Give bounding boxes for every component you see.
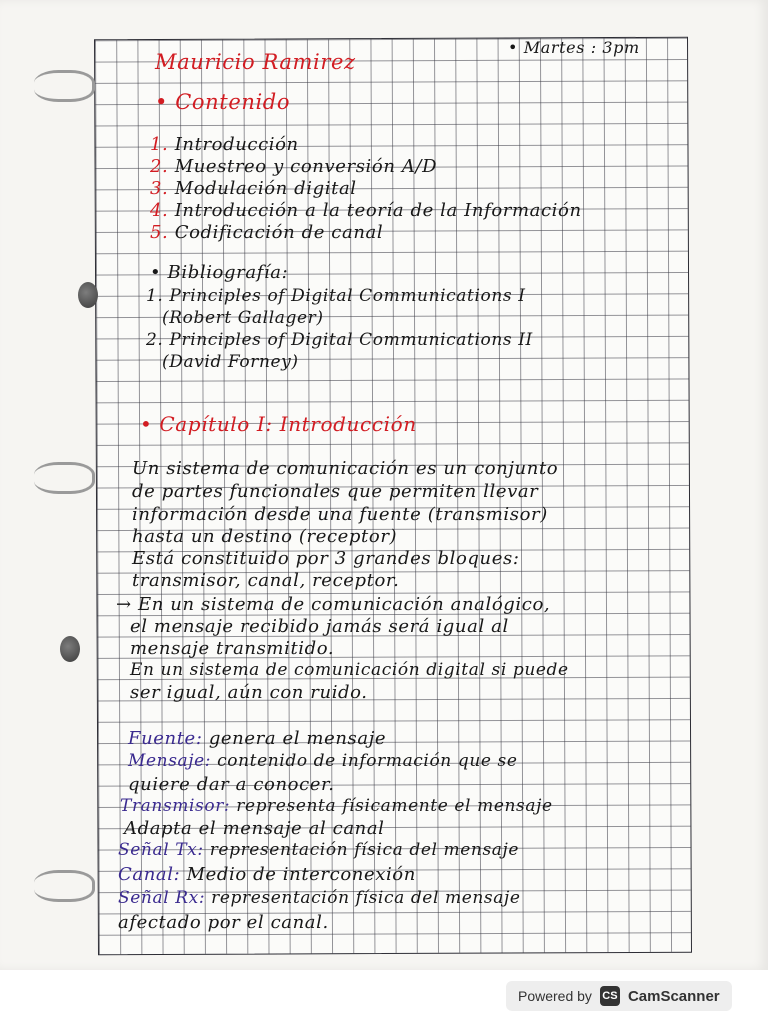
analog-note-line: el mensaje recibido jamás será igual al (130, 616, 509, 637)
definition-line: Señal Tx: representación física del mensaje (118, 840, 520, 860)
arrow-icon: → (116, 594, 132, 615)
contents-heading: • Contenido (155, 90, 291, 114)
definition-line: Canal: Medio de interconexión (118, 864, 416, 885)
contents-item: 2. Muestreo y conversión A/D (150, 156, 438, 177)
paragraph-line: transmisor, canal, receptor. (132, 570, 400, 591)
paragraph-line: Está constituido por 3 grandes bloques: (132, 548, 520, 569)
powered-by-text: Powered by (518, 988, 592, 1004)
analog-note-line: → En un sistema de comunicación analógico, (116, 594, 551, 615)
contents-item: 1. Introducción (150, 134, 299, 155)
digital-note-line: En un sistema de comunicación digital si puede (130, 660, 569, 680)
definition-line: quiere dar a conocer. (128, 774, 335, 795)
contents-item: 4. Introducción a la teoría de la Información (150, 200, 582, 221)
bibliography-author: (Robert Gallager) (162, 308, 324, 328)
camscanner-watermark (506, 981, 732, 1011)
chapter-title: • Capítulo I: Introducción (140, 412, 417, 436)
analog-note-line: mensaje transmitido. (130, 638, 335, 659)
contents-item: 3. Modulación digital (150, 178, 357, 199)
date-note: • Martes : 3pm (508, 38, 640, 57)
definition-line: Transmisor: representa físicamente el mensaje (120, 796, 553, 816)
bibliography-entry: 1. Principles of Digital Communications I (146, 286, 526, 306)
paragraph-line: información desde una fuente (transmisor) (132, 504, 548, 525)
definition-line: Mensaje: contenido de información que se (128, 751, 518, 771)
bibliography-author: (David Forney) (162, 352, 299, 372)
paragraph-line: Un sistema de comunicación es un conjunto (132, 458, 559, 479)
paragraph-line: de partes funcionales que permiten llevar (132, 481, 539, 502)
author-name: Mauricio Ramirez (155, 50, 356, 74)
contents-item: 5. Codificación de canal (150, 222, 384, 243)
bibliography-entry: 2. Principles of Digital Communications II (146, 330, 533, 350)
camscanner-logo-icon: CS (600, 986, 620, 1006)
camscanner-brand: CamScanner (627, 987, 720, 1005)
paragraph-line: hasta un destino (receptor) (132, 526, 398, 547)
definition-line: Adapta el mensaje al canal (124, 818, 385, 839)
definition-line: Fuente: genera el mensaje (128, 728, 387, 749)
definition-line: afectado por el canal. (118, 912, 329, 933)
definition-line: Señal Rx: representación física del mensaje (118, 888, 521, 908)
digital-note-line: ser igual, aún con ruido. (130, 682, 368, 703)
bibliography-heading: • Bibliografía: (150, 262, 289, 283)
